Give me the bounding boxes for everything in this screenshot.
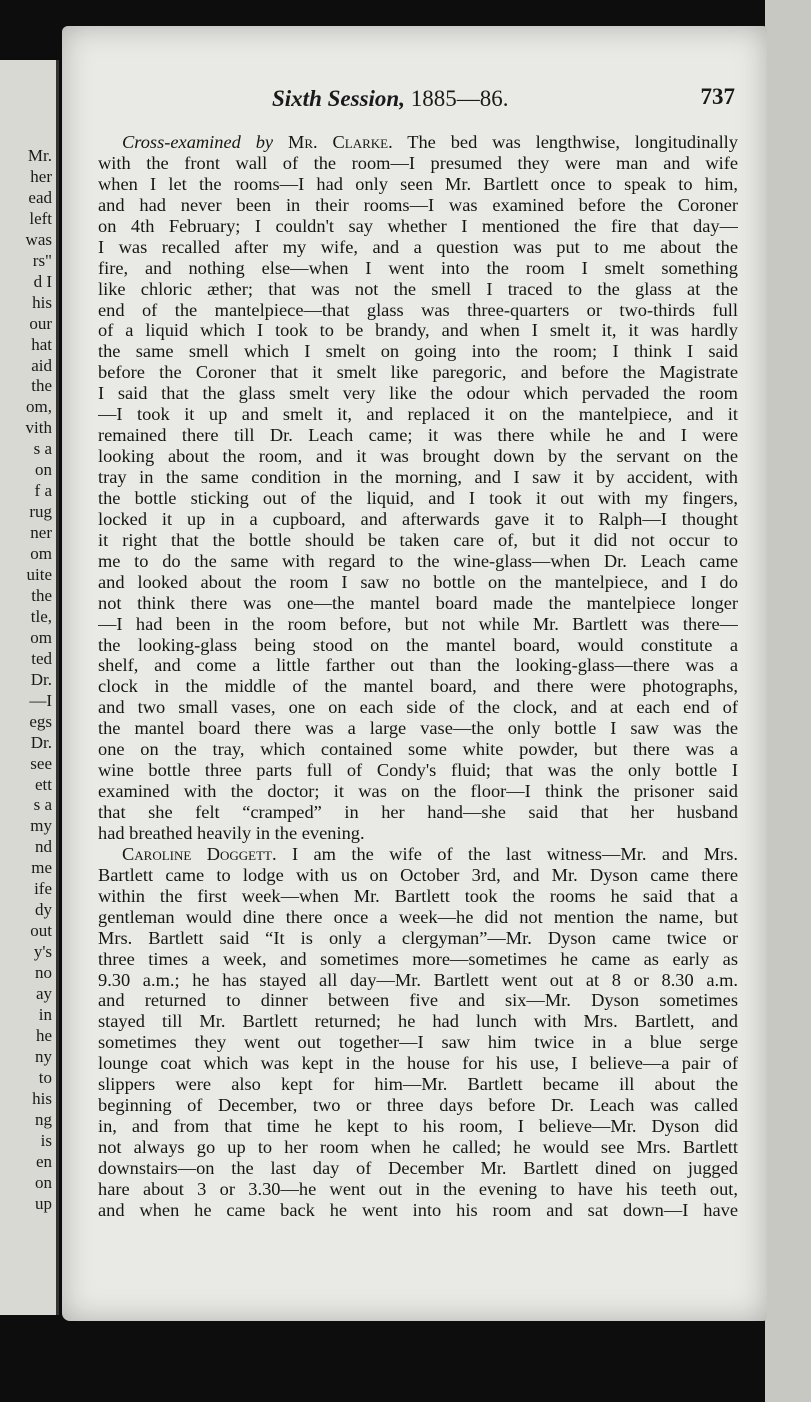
previous-page-fragment: ead — [28, 187, 52, 207]
previous-page-fragment: was — [25, 229, 52, 249]
previous-page-fragment: on — [35, 460, 52, 480]
text-line: that she felt “cramped” in her hand—she said that her husband — [98, 802, 738, 822]
text-line: sometimes they went out together—I saw him twice in a blue serge — [98, 1032, 738, 1053]
text-line: lounge coat which was kept in the house for his use, I believe—a pair of — [98, 1053, 738, 1074]
previous-page-fragment: om — [30, 627, 52, 647]
previous-page-fragment: ife — [34, 879, 52, 899]
text-line: hare about 3 or 3.30—he went out in the evening to have his teeth out, — [98, 1178, 738, 1199]
text-line: three times a week, and sometimes more—sometimes he came as early as — [98, 948, 738, 969]
page-right-shadow — [765, 0, 811, 1402]
text-line: clock in the middle of the mantel board, and there were photographs, — [98, 676, 738, 697]
text-line: and two small vases, one on each side of the clock, and at each end of — [98, 697, 738, 718]
previous-page-fragment: me — [31, 858, 52, 878]
text-line: with the front wall of the room—I presumed they were man and wife — [98, 152, 738, 173]
previous-page-fragment: s a — [33, 439, 52, 459]
text-line: remained there till Dr. Leach came; it was there while he and I were — [98, 425, 738, 446]
previous-page-fragment: the — [31, 376, 52, 396]
text-line: shelf, and come a little farther out than the looking-glass—there was a — [98, 655, 738, 676]
previous-page-fragment: he — [35, 1025, 52, 1045]
previous-page-fragment: ted — [31, 648, 52, 668]
previous-page-fragment: s a — [33, 795, 52, 815]
text-line: not always go up to her room when he called; he would see Mrs. Bartlett — [98, 1137, 738, 1157]
previous-page-fragment: —I — [29, 690, 52, 710]
text-line: —I had been in the room before, but not while Mr. Bartlett was there— — [98, 613, 738, 634]
previous-page-fragment: his — [32, 1088, 52, 1108]
previous-page-fragment: f a — [34, 481, 52, 501]
paragraph1-first-line — [98, 132, 738, 153]
previous-page-fragment: uite — [26, 565, 52, 584]
previous-page-fragment: tle, — [30, 606, 52, 626]
text-line: 9.30 a.m.; he has stayed all day—Mr. Bartlett went out at 8 or 8.30 a.m. — [98, 969, 738, 990]
text-line: the same smell which I smelt on going into the room; I think I said — [98, 341, 738, 362]
text-line: not think there was one—the mantel board made the mantelpiece longer — [98, 592, 738, 613]
previous-page-fragment: to — [38, 1067, 52, 1087]
text-line: one on the tray, which contained some white powder, but there was a — [98, 739, 738, 760]
running-head-years: 1885—86. — [410, 86, 509, 111]
previous-page-fragment: egs — [29, 711, 52, 731]
previous-page-fragment: her — [30, 166, 52, 186]
text-line: fire, and nothing else—when I went into the room I smelt something — [98, 257, 738, 278]
page-header — [62, 82, 767, 122]
previous-page-fragment: om, — [26, 397, 52, 417]
previous-page-fragment: left — [29, 208, 52, 228]
page-number: 737 — [700, 84, 735, 109]
text-line: had breathed heavily in the evening. — [98, 822, 365, 843]
text-line: the bottle sticking out of the liquid, and I took it out with my fingers, — [98, 487, 738, 508]
text-line: I was recalled after my wife, and a question was put to me about the — [98, 236, 738, 257]
previous-page-fragment: ay — [35, 984, 52, 1003]
body-text — [98, 132, 738, 1221]
previous-page-fragment: hat — [31, 334, 52, 354]
text-line: within the first week—when Mr. Bartlett took the rooms he said that a — [98, 885, 738, 906]
previous-page-fragment: nd — [35, 837, 52, 857]
text-line: —I took it up and smelt it, and replaced it on the mantelpiece, and it — [98, 404, 738, 425]
text-line: the mantel board there was a large vase—the only bottle I saw was the — [98, 718, 738, 739]
text-line: it right that the bottle should be taken care of, but it did not occur to — [98, 529, 738, 550]
previous-page-fragment: no — [35, 963, 52, 983]
paragraph2-first-line — [98, 844, 738, 865]
previous-page-fragment: ett — [35, 774, 52, 794]
previous-page-fragment: ng — [35, 1109, 52, 1129]
page — [62, 26, 767, 1321]
previous-page-fragment: his — [32, 292, 52, 312]
previous-page-fragment: y's — [33, 942, 52, 962]
text-line: The bed was lengthwise, longitudinally — [392, 132, 738, 152]
text-line: wine bottle three parts full of Condy's fluid; that was the only bottle I — [98, 760, 738, 781]
previous-page-fragment: aid — [31, 355, 52, 375]
text-line: in, and from that time he kept to his room, I believe—Mr. Dyson did — [98, 1116, 738, 1137]
paragraph1 — [98, 153, 738, 844]
text-line: locked it up in a cupboard, and afterwards gave it to Ralph—I thought — [98, 508, 738, 529]
text-line: before the Coroner that it smelt like paregoric, and before the Magistrate — [98, 362, 738, 383]
previous-page-fragment: the — [31, 585, 52, 605]
text-line: looking about the room, and it was brought down by the servant on the — [98, 446, 738, 467]
previous-page-fragment: Mr. — [27, 146, 52, 165]
previous-page-fragment: our — [29, 313, 52, 333]
text-line: stayed till Mr. Bartlett returned; he had lunch with Mrs. Bartlett, and — [98, 1011, 738, 1032]
text-line: Mrs. Bartlett said “It is only a clergyman”—Mr. Dyson came twice or — [98, 927, 738, 948]
previous-page-fragment: on — [35, 1172, 52, 1192]
text-line: and had never been in their rooms—I was examined before the Coroner — [98, 194, 738, 215]
text-line: beginning of December, two or three days before Dr. Leach was called — [98, 1095, 738, 1116]
previous-page-fragment: om — [30, 544, 52, 564]
previous-page-fragment: en — [35, 1151, 52, 1171]
text-line: downstairs—on the last day of December Mr. Bartlett dined on jugged — [98, 1157, 738, 1178]
previous-page-fragment: dy — [35, 900, 52, 920]
previous-page-edge — [0, 60, 59, 1315]
paragraph2 — [98, 865, 738, 1221]
text-line: on 4th February; I couldn't say whether I mentioned the fire that day— — [98, 215, 738, 236]
text-line: end of the mantelpiece—that glass was three-quarters or two-thirds full — [98, 299, 738, 320]
text-line: tray in the same condition in the morning, and I saw it by accident, with — [98, 467, 738, 487]
text-line: I am the wife of the last witness—Mr. and Mrs. — [276, 843, 738, 864]
previous-page-fragment: up — [35, 1193, 52, 1213]
previous-page-fragment: rug — [29, 502, 52, 522]
previous-page-fragment: Dr. — [30, 669, 52, 689]
witness-name: Caroline Doggett. — [122, 843, 277, 864]
previous-page-fragment: vith — [25, 418, 52, 438]
text-line: when I let the rooms—I had only seen Mr. Bartlett once to speak to him, — [98, 173, 738, 194]
text-line: me to do the same with regard to the wine-glass—when Dr. Leach came — [98, 550, 738, 571]
running-head-session: Sixth Session, — [272, 86, 405, 111]
previous-page-fragment: my — [30, 816, 52, 836]
previous-page-fragment: out — [30, 921, 52, 941]
text-line: and returned to dinner between five and six—Mr. Dyson sometimes — [98, 990, 738, 1011]
text-line: Bartlett came to lodge with us on October 3rd, and Mr. Dyson came there — [98, 864, 738, 885]
previous-page-fragment: Dr. — [30, 732, 52, 752]
cross-examined-lead: Cross-examined by — [122, 132, 274, 152]
previous-page-fragment: ny — [35, 1046, 52, 1066]
previous-page-fragment: in — [38, 1004, 52, 1024]
previous-page-fragment: d I — [33, 271, 52, 291]
text-line: examined with the doctor; it was on the floor—I think the prisoner said — [98, 781, 738, 802]
previous-page-fragment: rs" — [32, 250, 52, 270]
text-line: of a liquid which I took to be brandy, and when I smelt it, it was hardly — [98, 320, 738, 341]
text-line: and when he came back he went into his room and sat down—I have — [98, 1199, 738, 1220]
counsel-name: Mr. Clarke. — [287, 132, 393, 152]
text-line: like chloric æther; that was not the smell I traced to the glass at the — [98, 278, 738, 299]
text-line: gentleman would dine there once a week—he did not mention the name, but — [98, 906, 738, 927]
text-line: I said that the glass smelt very like the odour which pervaded the room — [98, 383, 738, 404]
running-head — [272, 86, 508, 112]
text-line: slippers were also kept for him—Mr. Bartlett became ill about the — [98, 1074, 738, 1095]
previous-page-fragment: ner — [30, 523, 52, 543]
previous-page-fragment: is — [40, 1130, 52, 1150]
text-line: the looking-glass being stood on the mantel board, would constitute a — [98, 634, 738, 655]
text-line: and looked about the room I saw no bottle on the mantelpiece, and I do — [98, 571, 738, 592]
previous-page-fragment: see — [30, 753, 52, 773]
